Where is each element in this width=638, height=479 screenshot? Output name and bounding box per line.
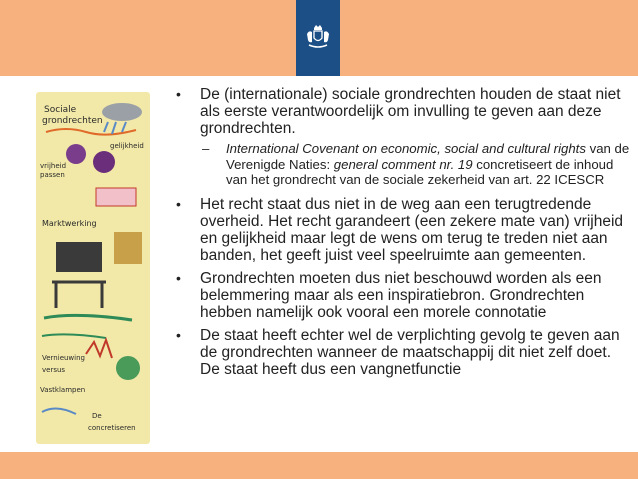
sketch-label-0: Sociale	[44, 105, 77, 115]
sub-bullet-italic-1: International Covenant on economic, social and cultural rights	[226, 141, 586, 156]
sub-bullet-item	[172, 141, 634, 188]
dash-icon: –	[202, 141, 210, 156]
royal-coat-of-arms-icon	[303, 22, 333, 52]
sub-bullet-italic-2: general comment nr. 19	[333, 156, 473, 172]
sketch-label-2: gelijkheid	[110, 142, 144, 150]
sketch-label-4c: Vastklampen	[40, 386, 86, 394]
bullet-dot-icon: •	[176, 326, 181, 343]
logo-ribbon	[296, 0, 340, 76]
sketch-label-5: De	[92, 412, 102, 420]
bullet-text: Het recht staat dus niet in de weg aan een terugtredende overheid. Het recht garandeert (een zekere mate van) vrijheid en gelijkheid maar legt de wens om terug te treden niet aan banden, het geeft juist veel speelruimte aan gemeenten.	[200, 195, 624, 264]
bullet-dot-icon: •	[176, 269, 181, 286]
sub-bullet-normal-1: van de Verenigde Naties:	[226, 141, 630, 172]
bullet-item	[172, 270, 634, 321]
bullet-text: De staat heeft echter wel de verplichting gevolg te geven aan de grondrechten wanneer de maatschappij dit niet zelf doet. De staat heeft dus een vangnetfunctie	[200, 326, 620, 378]
sketch-label-1b: passen	[40, 171, 65, 179]
bullet-text: Grondrechten moeten dus niet beschouwd worden als een belemmering maar als een inspiratiebron. Grondrechten hebben namelijk ook vooral een morele connotatie	[200, 269, 602, 321]
sketch-label-4: Vernieuwing	[42, 354, 85, 362]
bullet-item	[172, 327, 634, 378]
sketch-label-1: vrijheid	[40, 162, 67, 170]
slide-content	[172, 86, 634, 384]
sketch-label-5b: concretiseren	[88, 424, 136, 432]
bullet-dot-icon: •	[176, 86, 181, 102]
bullet-text: De (internationale) sociale grondrechten houden de staat niet als eerste verantwoordelijk om invulling te geven aan deze grondrechten.	[200, 86, 621, 137]
header-bar	[0, 0, 638, 76]
sketch-drawing	[36, 92, 150, 444]
sketch-label-4b: versus	[42, 366, 66, 374]
footer-bar	[0, 452, 638, 479]
sketch-label-3: Marktwerking	[42, 219, 97, 228]
bullet-dot-icon: •	[176, 195, 181, 212]
bullet-item	[172, 196, 634, 264]
sub-bullet-normal-2: concretiseert de inhoud van het grondrecht van de sociale zekerheid van art. 22 ICESCR	[226, 156, 614, 187]
sketch-label-0b: grondrechten	[42, 116, 103, 126]
bullet-item	[172, 86, 634, 137]
sketch-notes-illustration	[36, 92, 150, 444]
